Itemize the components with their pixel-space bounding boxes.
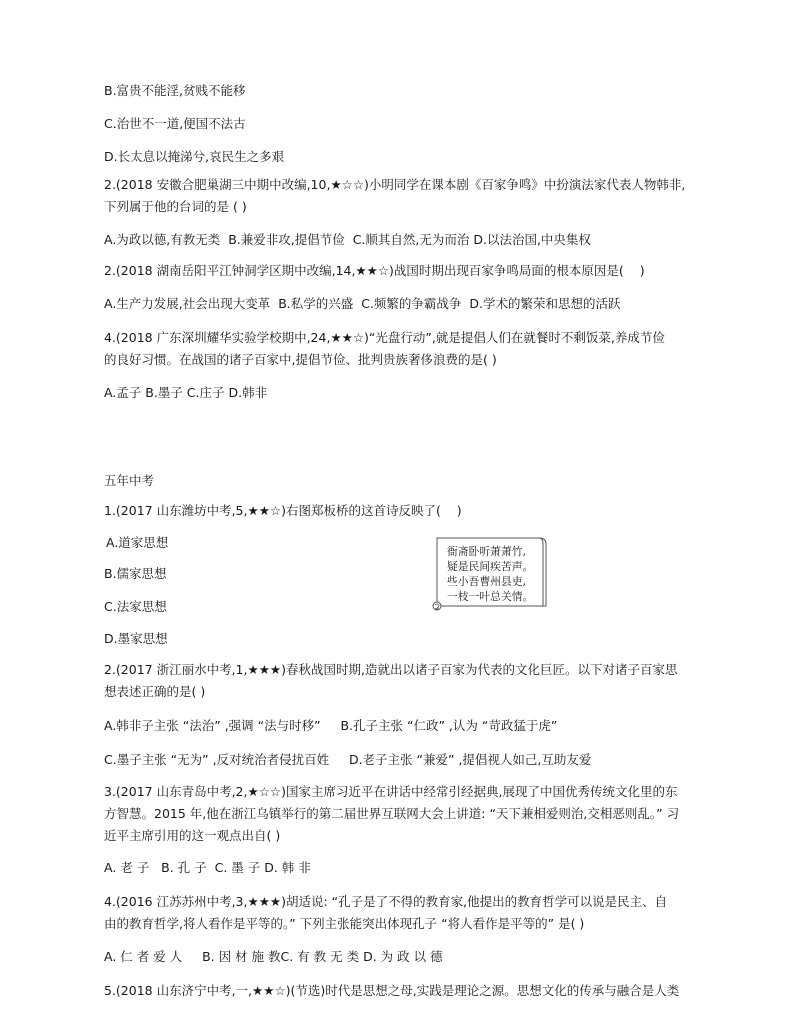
question-stem-line: 的良好习惯。在战国的诸子百家中,提倡节俭、批判贵族奢侈浪费的是( )	[104, 352, 497, 367]
option-line: D.墨家思想	[104, 631, 168, 646]
option-line: B.儒家思想	[104, 566, 167, 581]
question-stem-line: 近平主席引用的这一观点出自( )	[104, 828, 281, 843]
poem-line: 一枝一叶总关情。	[447, 590, 534, 603]
section-title: 五年中考	[104, 473, 155, 488]
question-stem-line: 2.(2017 浙江丽水中考,1,★★★)春秋战国时期,造就出以诸子百家为代表的文化巨匠。以下对诸子百家思	[104, 662, 678, 677]
option-line: C.法家思想	[104, 599, 167, 614]
question-stem-line: 下列属于他的台词的是 ( )	[104, 199, 247, 214]
question-stem-line: 2.(2018 湖南岳阳平江钟洞学区期中改编,14,★★☆)战国时期出现百家争鸣局面的根本原因是( )	[104, 263, 645, 278]
poem-scroll-figure	[427, 534, 551, 616]
option-line: D.长太息以掩涕兮,哀民生之多艰	[104, 149, 285, 164]
poem-line: 疑是民间疾苦声。	[447, 560, 534, 573]
question-stem-line: 想表述正确的是( )	[104, 684, 206, 699]
question-stem-line: 由的教育哲学,将人看作是平等的。” 下列主张能突出体现孔子 “将人看作是平等的” 是( )	[104, 916, 585, 931]
question-stem-line: 3.(2017 山东青岛中考,2,★☆☆)国家主席习近平在讲话中经常引经据典,展现了中国优秀传统文化里的东	[104, 784, 678, 799]
option-line: B.富贵不能淫,贫贱不能移	[104, 83, 246, 98]
question-stem-line: 5.(2018 山东济宁中考,一,★★☆)(节选)时代是思想之母,实践是理论之源。思想文化的传承与融合是人类	[104, 983, 680, 998]
question-stem-line: 4.(2016 江苏苏州中考,3,★★★)胡适说: “孔子是了不得的教育家,他提出的教育哲学可以说是民主、自	[104, 894, 668, 909]
option-line: A.韩非子主张 “法治” ,强调 “法与时移” B.孔子主张 “仁政” ,认为 “苛政猛于虎”	[104, 718, 558, 733]
option-line: A.孟子 B.墨子 C.庄子 D.韩非	[104, 385, 268, 400]
option-line: A.道家思想	[106, 535, 169, 550]
option-line: A.生产力发展,社会出现大变革 B.私学的兴盛 C.频繁的争霸战争 D.学术的繁荣和思想的活跃	[104, 296, 621, 311]
poem-line: 衙斋卧听萧萧竹,	[447, 545, 527, 558]
option-line: A. 老 子 B. 孔 子 C. 墨 子 D. 韩 非	[104, 860, 311, 875]
question-stem-line: 方智慧。2015 年,他在浙江乌镇举行的第二届世界互联网大会上讲道: “天下兼相爱则治,交相恶则乱。” 习	[104, 806, 680, 821]
option-line: C.墨子主张 “无为” ,反对统治者侵扰百姓 D.老子主张 “兼爱” ,提倡视人如己,互助友爱	[104, 752, 592, 767]
question-stem-line: 2.(2018 安徽合肥巢湖三中期中改编,10,★☆☆)小明同学在课本剧《百家争鸣》中扮演法家代表人物韩非,	[104, 177, 686, 192]
option-line: C.治世不一道,便国不法古	[104, 116, 246, 131]
question-stem-line: 1.(2017 山东潍坊中考,5,★★☆)右图郑板桥的这首诗反映了( )	[104, 503, 462, 518]
question-stem-line: 4.(2018 广东深圳耀华实验学校期中,24,★★☆)“光盘行动”,就是提倡人们在就餐时不剩饭菜,养成节俭	[104, 330, 665, 345]
option-line: A.为政以德,有教无类 B.兼爱非攻,提倡节俭 C.顺其自然,无为而治 D.以法治国,中央集权	[104, 232, 591, 247]
option-line: A. 仁 者 爱 人 B. 因 材 施 教C. 有 教 无 类 D. 为 政 以 德	[104, 949, 443, 964]
poem-line: 些小吾曹州县吏,	[447, 575, 527, 588]
